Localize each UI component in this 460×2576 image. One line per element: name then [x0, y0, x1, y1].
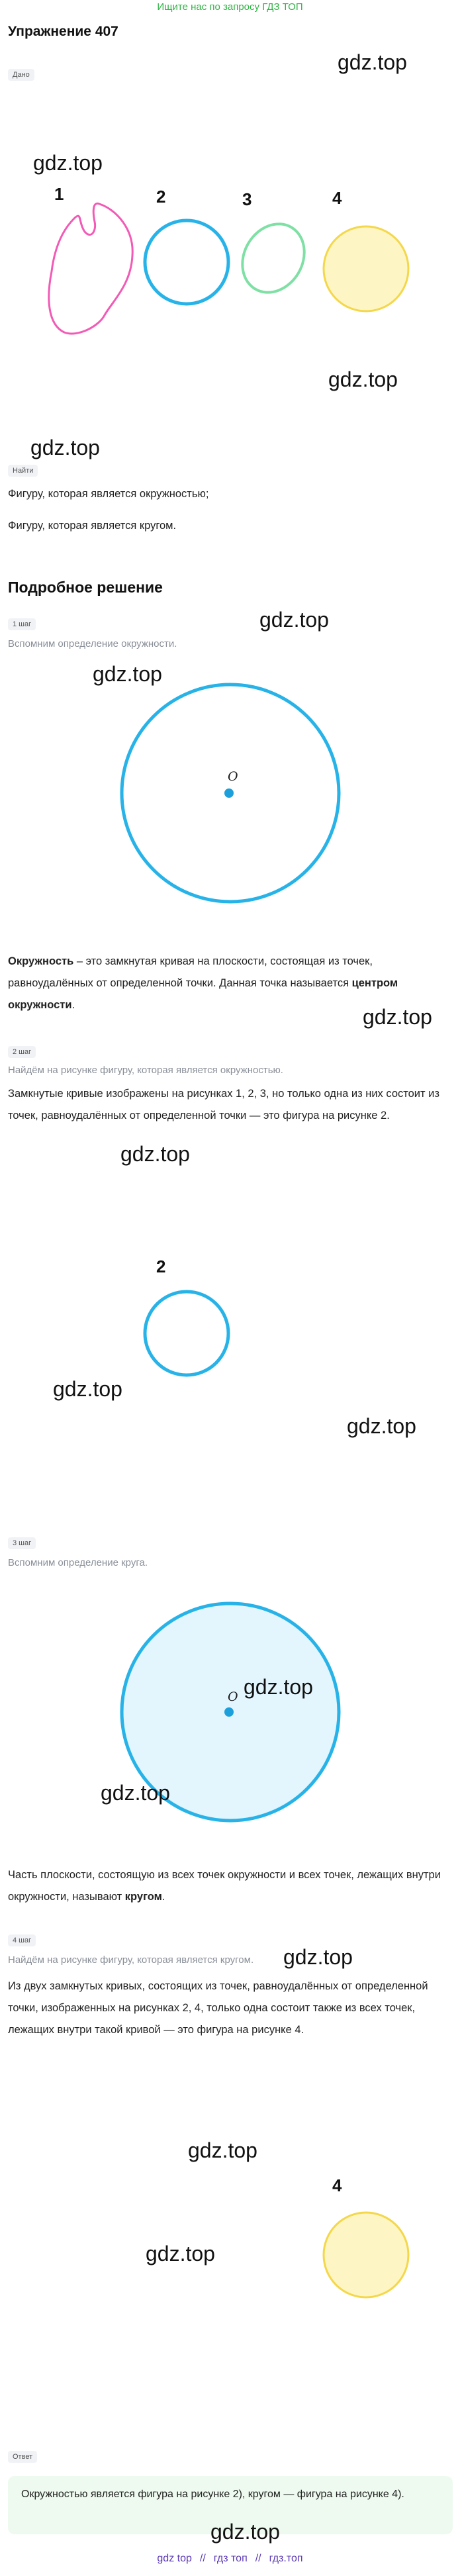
term-circle: Окружность: [8, 955, 74, 967]
watermark: gdz.top: [30, 436, 100, 459]
term-disk: кругом: [124, 1891, 162, 1903]
answer-text: Окружностью является фигура на рисунке 2), кругом — фигура на рисунке 4).: [21, 2489, 404, 2500]
watermark: gdz.top: [210, 2520, 280, 2544]
footer-link-gdz-top-ru[interactable]: гдз топ: [213, 2553, 248, 2564]
watermark: gdz.top: [53, 1377, 122, 1401]
figure-4-disk: [324, 2213, 408, 2297]
step-2-chip: 2 шаг: [8, 1046, 36, 1058]
watermark: gdz.top: [347, 1414, 416, 1438]
given-chip: Дано: [8, 69, 34, 81]
disk-center-point: [224, 1707, 234, 1717]
center-label: O: [228, 769, 238, 784]
search-hint-link[interactable]: Ищите нас по запросу ГДЗ ТОП: [157, 1, 303, 13]
solution-heading: Подробное решение: [8, 579, 163, 596]
figure-2-circle: [145, 220, 228, 304]
step-4-figure: [0, 2205, 460, 2311]
watermark: gdz.top: [101, 1781, 170, 1805]
footer-separator: //: [255, 2553, 261, 2564]
watermark: gdz.top: [363, 1005, 432, 1029]
definition-text: Часть плоскости, состоящую из всех точек окружности и всех точек, лежащих внутри окружности, называют: [8, 1869, 441, 1903]
step-3-chip: 3 шаг: [8, 1537, 36, 1549]
term-center: центром окружности: [8, 977, 398, 1011]
step-4-text: Из двух замкнутых кривых, состоящих из точек, равноудалённых от определенной точки, изображенных на рисунках 2, 4, только одна состоит также из всех точек, лежащих внутри такой кривой — это фигура на рисунке 4.: [8, 1980, 428, 2036]
step-3-hint: Вспомним определение круга.: [8, 1557, 148, 1568]
figure-2-circle: [145, 1292, 228, 1375]
definition-end: .: [161, 1891, 165, 1903]
find-item: Фигуру, которая является окружностью;: [8, 488, 209, 500]
find-item: Фигуру, которая является кругом.: [8, 520, 177, 532]
disk-illustration: [0, 1596, 460, 1834]
step-4-hint: Найдём на рисунке фигуру, которая является кругом.: [8, 1954, 254, 1966]
watermark: gdz.top: [146, 2242, 215, 2266]
step-2-figure-number: 2: [156, 1257, 166, 1276]
definition-end: .: [71, 999, 75, 1011]
watermark: gdz.top: [93, 662, 162, 686]
definition-text: – это замкнутая кривая на плоскости, состоящая из точек, равноудалённых от определенной точки. Данная точка называется: [8, 955, 373, 989]
watermark: gdz.top: [33, 151, 103, 175]
footer-links: [0, 2553, 460, 2565]
find-chip: Найти: [8, 465, 38, 477]
watermark: gdz.top: [259, 608, 329, 632]
watermark: gdz.top: [188, 2138, 257, 2162]
step-4-chip: 4 шаг: [8, 1934, 36, 1946]
figure-number-2: 2: [156, 187, 166, 207]
figure-4-disk: [324, 226, 408, 311]
step-2-hint: Найдём на рисунке фигуру, которая является окружностью.: [8, 1065, 283, 1076]
figure-number-3: 3: [242, 189, 252, 209]
page-title: Упражнение 407: [8, 24, 118, 39]
circle-center-point: [224, 788, 234, 798]
circle-illustration: [0, 675, 460, 914]
step-2-text: Замкнутые кривые изображены на рисунках 1, 2, 3, но только одна из них состоит из точек, равноудалённых от определенной точки — это фигура на рисунке 2.: [8, 1088, 439, 1121]
footer-link-gdz-top[interactable]: gdz top: [157, 2553, 192, 2564]
footer-link-gdz-dot-top[interactable]: гдз.топ: [269, 2553, 303, 2564]
step-2-figure: [0, 1284, 460, 1390]
watermark: gdz.top: [244, 1675, 313, 1699]
watermark: gdz.top: [338, 50, 407, 74]
watermark: gdz.top: [328, 367, 398, 391]
watermark: gdz.top: [283, 1945, 353, 1969]
figure-3-ellipse: [230, 213, 316, 304]
figure-number-1: 1: [54, 184, 64, 204]
step-3-definition: [8, 1864, 451, 1908]
watermark: gdz.top: [120, 1142, 190, 1166]
answer-chip: Ответ: [8, 2451, 37, 2463]
figure-number-4: 4: [332, 188, 342, 208]
given-figures: [0, 192, 460, 344]
figure-1-curve: [49, 203, 132, 334]
center-label: O: [228, 1690, 238, 1704]
step-1-hint: Вспомним определение окружности.: [8, 638, 177, 649]
footer-separator: //: [199, 2553, 206, 2564]
step-4-figure-number: 4: [332, 2175, 342, 2195]
step-1-chip: 1 шаг: [8, 618, 36, 630]
